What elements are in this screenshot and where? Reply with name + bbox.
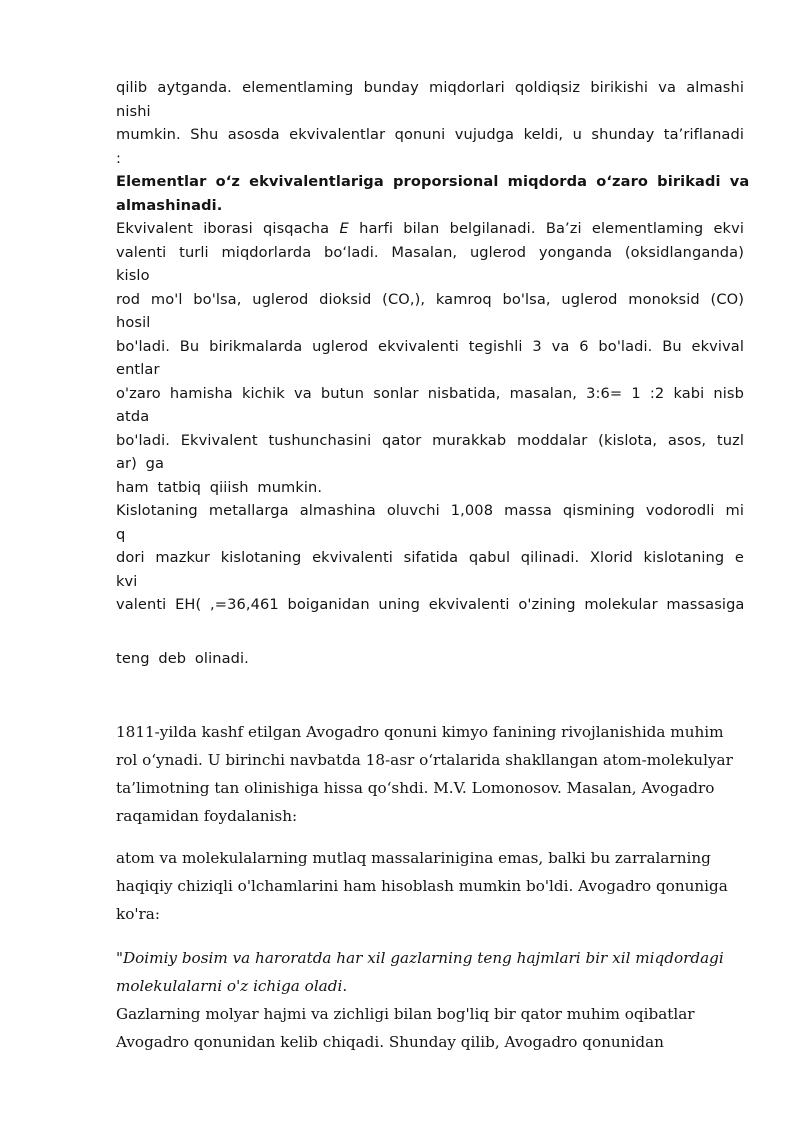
text-line: valenti turli miqdorlarda bo‘ladi. Masalan, uglerod yonganda (oksidlanganda)	[116, 243, 744, 261]
equivalent-symbol: E	[339, 220, 349, 237]
text-line: hosil	[116, 314, 151, 331]
text-line: rol o‘ynadi. U birinchi navbatda 18-asr o‘rtalarida shakllangan atom-molekulyar	[116, 751, 733, 769]
text-line: raqamidan foydalanish:	[116, 807, 298, 825]
text-line: ta’limotning tan olinishiga hissa qo‘shdi. M.V. Lomonosov. Masalan, Avogadro	[116, 779, 715, 797]
equivalents-section	[116, 76, 750, 617]
text-line: mumkin. Shu asosda ekvivalentlar qonuni vujudga keldi, u shunday ta’riflanadi	[116, 126, 744, 143]
avogadro-law-quote	[116, 944, 744, 1056]
law-statement-line: almashinadi.	[116, 196, 223, 214]
quote-line: "Doimiy bosim va haroratda har xil gazlarning teng hajmlari bir xil miqdordagi	[116, 949, 724, 967]
text-line: bo'ladi. Bu birikmalarda uglerod ekvivalenti tegishli 3 va 6 bo'ladi. Bu ekvival	[116, 337, 744, 355]
text-line: teng deb olinadi.	[116, 650, 249, 667]
text-fragment: Ekvivalent iborasi qisqacha	[116, 220, 340, 237]
text-line: valenti EH( ,=36,461 boiganidan uning ekvivalenti o'zining molekular massasiga	[116, 596, 745, 613]
text-line: Kislotaning metallarga almashina oluvchi 1,008 massa qismining vodorodli mi	[116, 502, 744, 519]
text-line: kvi	[116, 572, 138, 590]
text-fragment: harfi bilan belgilanadi. Ba’zi elementlaming ekvi	[348, 220, 744, 237]
text-line: haqiqiy chiziqli o'lchamlarini ham hisoblash mumkin bo'ldi. Avogadro qonuniga	[116, 877, 728, 895]
text-line: rod mo'l bo'lsa, uglerod dioksid (CO,), kamroq bo'lsa, uglerod monoksid (CO)	[116, 290, 744, 308]
text-line: ar) ga	[116, 455, 165, 472]
text-line: atom va molekulalarning mutlaq massalarinigina emas, balki bu zarralarning	[116, 849, 711, 867]
text-line: Avogadro qonunidan kelib chiqadi. Shunday qilib, Avogadro qonunidan	[116, 1033, 664, 1051]
text-line: ko'ra:	[116, 905, 160, 923]
text-line: dori mazkur kislotaning ekvivalenti sifatida qabul qilinadi. Xlorid kislotaning e	[116, 549, 744, 566]
text-line: bo'ladi. Ekvivalent tushunchasini qator murakkab moddalar (kislota, asos, tuzl	[116, 431, 744, 449]
avogadro-section	[116, 718, 744, 830]
text-line: :	[116, 149, 122, 167]
quote-line: molekulalarni o'z ichiga oladi.	[116, 977, 348, 995]
avogadro-paragraph-2	[116, 844, 744, 928]
text-line: ham tatbiq qiiish mumkin.	[116, 478, 323, 496]
text-line: q	[116, 525, 126, 543]
equivalents-section-end	[116, 647, 744, 671]
text-line: atda	[116, 408, 150, 425]
text-line: 1811-yilda kashf etilgan Avogadro qonuni kimyo fanining rivojlanishida muhim	[116, 723, 724, 741]
text-line: entlar	[116, 361, 160, 378]
text-line: qilib aytganda. elementlaming bunday miqdorlari qoldiqsiz birikishi va almashi	[116, 79, 744, 96]
law-statement-line: Elementlar o‘z ekvivalentlariga proporsional miqdorda o‘zaro birikadi va	[116, 173, 750, 190]
text-line: Gazlarning molyar hajmi va zichligi bilan bog'liq bir qator muhim oqibatlar	[116, 1005, 695, 1023]
text-line: o'zaro hamisha kichik va butun sonlar nisbatida, masalan, 3:6= 1 :2 kabi nisb	[116, 384, 744, 402]
text-line	[116, 217, 744, 241]
text-line: kislo	[116, 267, 150, 284]
text-line: nishi	[116, 102, 151, 120]
